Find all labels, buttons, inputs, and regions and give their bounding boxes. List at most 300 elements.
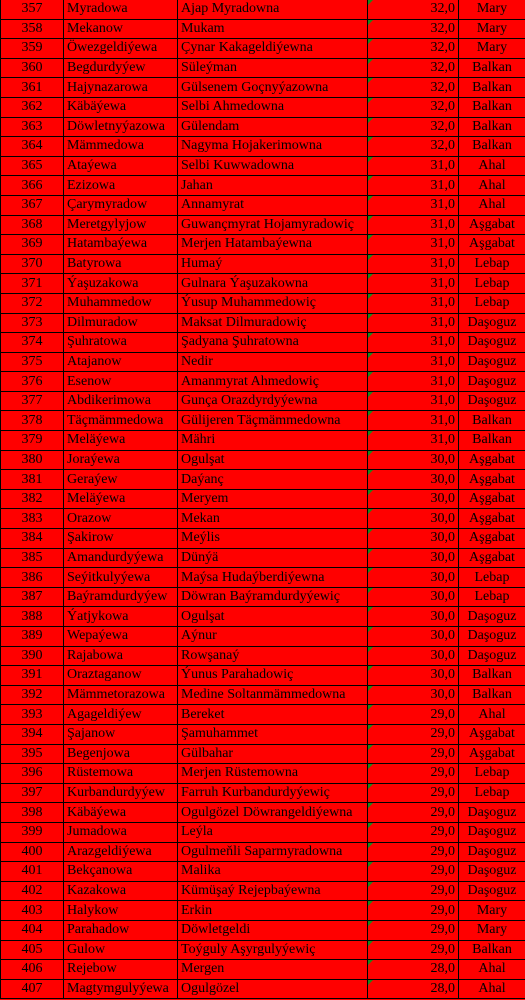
region-cell[interactable]: Balkan: [459, 685, 525, 705]
given-name-cell[interactable]: Gülendam: [178, 117, 368, 137]
region-cell[interactable]: Aşgabat: [459, 724, 525, 744]
given-name-cell[interactable]: Toýguly Aşyrgulyýewiç: [178, 940, 368, 960]
region-cell[interactable]: Aşgabat: [459, 235, 525, 255]
region-cell[interactable]: Balkan: [459, 666, 525, 686]
table-row: [1, 313, 525, 333]
row-number-cell[interactable]: 407: [1, 979, 64, 999]
row-number-cell[interactable]: 361: [1, 78, 64, 98]
row-number-cell[interactable]: 403: [1, 901, 64, 921]
score-cell[interactable]: 30,0: [368, 607, 459, 627]
score-cell[interactable]: 31,0: [368, 352, 459, 372]
given-name-cell[interactable]: Gülijeren Täçmämmedowna: [178, 411, 368, 431]
row-number-cell[interactable]: 399: [1, 822, 64, 842]
table-row: [1, 117, 525, 137]
score-cell[interactable]: 32,0: [368, 117, 459, 137]
given-name-cell[interactable]: Dünýä: [178, 548, 368, 568]
surname-cell[interactable]: Döwletnyýazowa: [64, 117, 178, 137]
row-number-cell[interactable]: 376: [1, 372, 64, 392]
region-cell[interactable]: Daşoguz: [459, 391, 525, 411]
given-name-cell[interactable]: Guwançmyrat Hojamyradowiç: [178, 215, 368, 235]
table-row: [1, 724, 525, 744]
table-row: [1, 646, 525, 666]
region-cell[interactable]: Ahal: [459, 960, 525, 980]
score-cell[interactable]: 32,0: [368, 0, 459, 19]
region-cell[interactable]: Daşoguz: [459, 646, 525, 666]
score-cell[interactable]: 29,0: [368, 862, 459, 882]
surname-cell[interactable]: Kazakowa: [64, 881, 178, 901]
region-cell[interactable]: Lebap: [459, 764, 525, 784]
score-cell[interactable]: 29,0: [368, 744, 459, 764]
given-name-cell[interactable]: Daýanç: [178, 470, 368, 490]
row-number-cell[interactable]: 385: [1, 548, 64, 568]
surname-cell[interactable]: Käbäýewa: [64, 97, 178, 117]
table-row: [1, 587, 525, 607]
region-cell[interactable]: Daşoguz: [459, 607, 525, 627]
region-cell[interactable]: Mary: [459, 0, 525, 19]
score-cell[interactable]: 29,0: [368, 803, 459, 823]
surname-cell[interactable]: Wepaýewa: [64, 627, 178, 647]
region-cell[interactable]: Daşoguz: [459, 313, 525, 333]
region-cell[interactable]: Lebap: [459, 254, 525, 274]
surname-cell[interactable]: Myradowa: [64, 0, 178, 19]
region-cell[interactable]: Aşgabat: [459, 529, 525, 549]
surname-cell[interactable]: Joraýewa: [64, 450, 178, 470]
score-cell[interactable]: 31,0: [368, 293, 459, 313]
table-row: [1, 666, 525, 686]
surname-cell[interactable]: Dilmuradow: [64, 313, 178, 333]
given-name-cell[interactable]: Şamuhammet: [178, 724, 368, 744]
given-name-cell[interactable]: Medine Soltanmämmedowna: [178, 685, 368, 705]
table-row: [1, 901, 525, 921]
surname-cell[interactable]: Şuhratowa: [64, 333, 178, 353]
score-cell[interactable]: 31,0: [368, 372, 459, 392]
table-row: [1, 842, 525, 862]
surname-cell[interactable]: Käbäýewa: [64, 803, 178, 823]
given-name-cell[interactable]: Gülbahar: [178, 744, 368, 764]
given-name-cell[interactable]: Nagyma Hojakerimowna: [178, 137, 368, 157]
table-row: [1, 215, 525, 235]
given-name-cell[interactable]: Selbi Kuwwadowna: [178, 156, 368, 176]
row-number-cell[interactable]: 383: [1, 509, 64, 529]
row-number-cell[interactable]: 379: [1, 431, 64, 451]
surname-cell[interactable]: Ezizowa: [64, 176, 178, 196]
region-cell[interactable]: Daşoguz: [459, 842, 525, 862]
row-number-cell[interactable]: 359: [1, 39, 64, 59]
region-cell[interactable]: Aşgabat: [459, 470, 525, 490]
given-name-cell[interactable]: Gülsenem Goçnyýazowna: [178, 78, 368, 98]
given-name-cell[interactable]: Malika: [178, 862, 368, 882]
row-number-cell[interactable]: 364: [1, 137, 64, 157]
surname-cell[interactable]: Täçmämmedowa: [64, 411, 178, 431]
region-cell[interactable]: Lebap: [459, 568, 525, 588]
table-row: [1, 627, 525, 647]
table-row: [1, 509, 525, 529]
row-number-cell[interactable]: 369: [1, 235, 64, 255]
table-row: [1, 685, 525, 705]
score-cell[interactable]: 31,0: [368, 313, 459, 333]
table-row: [1, 764, 525, 784]
surname-cell[interactable]: Agageldiýew: [64, 705, 178, 725]
table-row: [1, 822, 525, 842]
table-row: [1, 548, 525, 568]
score-cell[interactable]: 31,0: [368, 274, 459, 294]
table-row: [1, 391, 525, 411]
table-row: [1, 881, 525, 901]
row-number-cell[interactable]: 391: [1, 666, 64, 686]
region-cell[interactable]: Aşgabat: [459, 509, 525, 529]
score-cell[interactable]: 29,0: [368, 783, 459, 803]
region-cell[interactable]: Mary: [459, 19, 525, 39]
given-name-cell[interactable]: Merjen Hatambaýewna: [178, 235, 368, 255]
row-number-cell[interactable]: 396: [1, 764, 64, 784]
score-cell[interactable]: 29,0: [368, 724, 459, 744]
row-number-cell[interactable]: 358: [1, 19, 64, 39]
row-number-cell[interactable]: 397: [1, 783, 64, 803]
surname-cell[interactable]: Mämmetorazowa: [64, 685, 178, 705]
region-cell[interactable]: Aşgabat: [459, 489, 525, 509]
row-number-cell[interactable]: 381: [1, 470, 64, 490]
given-name-cell[interactable]: Gulnara Ýaşuzakowna: [178, 274, 368, 294]
table-row: [1, 39, 525, 59]
score-cell[interactable]: 29,0: [368, 940, 459, 960]
score-cell[interactable]: 31,0: [368, 176, 459, 196]
row-number-cell[interactable]: 386: [1, 568, 64, 588]
row-number-cell[interactable]: 406: [1, 960, 64, 980]
surname-cell[interactable]: Batyrowa: [64, 254, 178, 274]
surname-cell[interactable]: Esenow: [64, 372, 178, 392]
surname-cell[interactable]: Muhammedow: [64, 293, 178, 313]
row-number-cell[interactable]: 405: [1, 940, 64, 960]
row-number-cell[interactable]: 357: [1, 0, 64, 19]
surname-cell[interactable]: Begdurdyýew: [64, 58, 178, 78]
surname-cell[interactable]: Ataýewa: [64, 156, 178, 176]
row-number-cell[interactable]: 374: [1, 333, 64, 353]
row-number-cell[interactable]: 393: [1, 705, 64, 725]
given-name-cell[interactable]: Ogulşat: [178, 607, 368, 627]
region-cell[interactable]: Balkan: [459, 117, 525, 137]
region-cell[interactable]: Lebap: [459, 274, 525, 294]
given-name-cell[interactable]: Mukam: [178, 19, 368, 39]
surname-cell[interactable]: Mämmedowa: [64, 137, 178, 157]
region-cell[interactable]: Balkan: [459, 78, 525, 98]
score-cell[interactable]: 31,0: [368, 431, 459, 451]
given-name-cell[interactable]: Gunça Orazdyrdyýewna: [178, 391, 368, 411]
given-name-cell[interactable]: Ajap Myradowna: [178, 0, 368, 19]
score-cell[interactable]: 32,0: [368, 58, 459, 78]
table-row: [1, 450, 525, 470]
results-table-body: [1, 0, 525, 999]
row-number-cell[interactable]: 404: [1, 920, 64, 940]
row-number-cell[interactable]: 368: [1, 215, 64, 235]
row-number-cell[interactable]: 360: [1, 58, 64, 78]
row-number-cell[interactable]: 380: [1, 450, 64, 470]
surname-cell[interactable]: Atajanow: [64, 352, 178, 372]
table-row: [1, 19, 525, 39]
region-cell[interactable]: Lebap: [459, 783, 525, 803]
given-name-cell[interactable]: Ogulmeňli Saparmyradowna: [178, 842, 368, 862]
region-cell[interactable]: Daşoguz: [459, 352, 525, 372]
table-row: [1, 0, 525, 19]
region-cell[interactable]: Lebap: [459, 587, 525, 607]
surname-cell[interactable]: Seýitkulyýewa: [64, 568, 178, 588]
table-row: [1, 372, 525, 392]
table-row: [1, 352, 525, 372]
row-number-cell[interactable]: 400: [1, 842, 64, 862]
given-name-cell[interactable]: Jahan: [178, 176, 368, 196]
region-cell[interactable]: Daşoguz: [459, 372, 525, 392]
row-number-cell[interactable]: 395: [1, 744, 64, 764]
score-cell[interactable]: 28,0: [368, 979, 459, 999]
given-name-cell[interactable]: Mergen: [178, 960, 368, 980]
score-cell[interactable]: 30,0: [368, 646, 459, 666]
table-row: [1, 979, 525, 999]
row-number-cell[interactable]: 375: [1, 352, 64, 372]
row-number-cell[interactable]: 390: [1, 646, 64, 666]
score-cell[interactable]: 29,0: [368, 842, 459, 862]
region-cell[interactable]: Mary: [459, 901, 525, 921]
surname-cell[interactable]: Hatambaýewa: [64, 235, 178, 255]
given-name-cell[interactable]: Ýunus Parahadowiç: [178, 666, 368, 686]
given-name-cell[interactable]: Ogulgözel: [178, 979, 368, 999]
row-number-cell[interactable]: 389: [1, 627, 64, 647]
table-row: [1, 156, 525, 176]
score-cell[interactable]: 29,0: [368, 901, 459, 921]
surname-cell[interactable]: Begenjowa: [64, 744, 178, 764]
surname-cell[interactable]: Meläýewa: [64, 431, 178, 451]
given-name-cell[interactable]: Humaý: [178, 254, 368, 274]
given-name-cell[interactable]: Meryem: [178, 489, 368, 509]
row-number-cell[interactable]: 378: [1, 411, 64, 431]
row-number-cell[interactable]: 394: [1, 724, 64, 744]
given-name-cell[interactable]: Çynar Kakageldiýewna: [178, 39, 368, 59]
surname-cell[interactable]: Ýaşuzakowa: [64, 274, 178, 294]
score-cell[interactable]: 30,0: [368, 568, 459, 588]
score-cell[interactable]: 30,0: [368, 489, 459, 509]
region-cell[interactable]: Ahal: [459, 705, 525, 725]
table-row: [1, 607, 525, 627]
region-cell[interactable]: Ahal: [459, 176, 525, 196]
region-cell[interactable]: Ahal: [459, 156, 525, 176]
given-name-cell[interactable]: Maýsa Hudaýberdiýewna: [178, 568, 368, 588]
score-cell[interactable]: 30,0: [368, 509, 459, 529]
row-number-cell[interactable]: 382: [1, 489, 64, 509]
surname-cell[interactable]: Meretgylyjow: [64, 215, 178, 235]
given-name-cell[interactable]: Farruh Kurbandurdyýewiç: [178, 783, 368, 803]
surname-cell[interactable]: Geraýew: [64, 470, 178, 490]
row-number-cell[interactable]: 370: [1, 254, 64, 274]
table-row: [1, 293, 525, 313]
score-cell[interactable]: 29,0: [368, 822, 459, 842]
surname-cell[interactable]: Mekanow: [64, 19, 178, 39]
score-cell[interactable]: 29,0: [368, 764, 459, 784]
given-name-cell[interactable]: Maksat Dilmuradowiç: [178, 313, 368, 333]
region-cell[interactable]: Ahal: [459, 979, 525, 999]
table-row: [1, 529, 525, 549]
table-row: [1, 803, 525, 823]
score-cell[interactable]: 31,0: [368, 215, 459, 235]
table-row: [1, 137, 525, 157]
region-cell[interactable]: Mary: [459, 920, 525, 940]
score-cell[interactable]: 30,0: [368, 548, 459, 568]
surname-cell[interactable]: Şakirow: [64, 529, 178, 549]
table-row: [1, 568, 525, 588]
given-name-cell[interactable]: Annamyrat: [178, 195, 368, 215]
score-cell[interactable]: 31,0: [368, 333, 459, 353]
surname-cell[interactable]: Rejebow: [64, 960, 178, 980]
region-cell[interactable]: Balkan: [459, 137, 525, 157]
score-cell[interactable]: 31,0: [368, 195, 459, 215]
table-row: [1, 470, 525, 490]
region-cell[interactable]: Daşoguz: [459, 627, 525, 647]
score-cell[interactable]: 32,0: [368, 19, 459, 39]
surname-cell[interactable]: Halykow: [64, 901, 178, 921]
region-cell[interactable]: Daşoguz: [459, 333, 525, 353]
row-number-cell[interactable]: 371: [1, 274, 64, 294]
region-cell[interactable]: Balkan: [459, 97, 525, 117]
region-cell[interactable]: Aşgabat: [459, 450, 525, 470]
given-name-cell[interactable]: Leýla: [178, 822, 368, 842]
row-number-cell[interactable]: 377: [1, 391, 64, 411]
surname-cell[interactable]: Amandurdyýewa: [64, 548, 178, 568]
row-number-cell[interactable]: 373: [1, 313, 64, 333]
table-row: [1, 489, 525, 509]
score-cell[interactable]: 32,0: [368, 97, 459, 117]
given-name-cell[interactable]: Şadyana Şuhratowna: [178, 333, 368, 353]
surname-cell[interactable]: Arazgeldiýewa: [64, 842, 178, 862]
surname-cell[interactable]: Parahadow: [64, 920, 178, 940]
surname-cell[interactable]: Bekçanowa: [64, 862, 178, 882]
row-number-cell[interactable]: 398: [1, 803, 64, 823]
table-row: [1, 97, 525, 117]
table-row: [1, 783, 525, 803]
score-cell[interactable]: 32,0: [368, 137, 459, 157]
region-cell[interactable]: Daşoguz: [459, 822, 525, 842]
given-name-cell[interactable]: Nedir: [178, 352, 368, 372]
surname-cell[interactable]: Çarymyradow: [64, 195, 178, 215]
surname-cell[interactable]: Hajynazarowa: [64, 78, 178, 98]
table-row: [1, 58, 525, 78]
given-name-cell[interactable]: Döwran Baýramdurdyýewiç: [178, 587, 368, 607]
score-cell[interactable]: 31,0: [368, 411, 459, 431]
surname-cell[interactable]: Rüstemowa: [64, 764, 178, 784]
surname-cell[interactable]: Ýatjykowa: [64, 607, 178, 627]
region-cell[interactable]: Balkan: [459, 58, 525, 78]
surname-cell[interactable]: Abdikerimowa: [64, 391, 178, 411]
score-cell[interactable]: 30,0: [368, 450, 459, 470]
score-cell[interactable]: 30,0: [368, 587, 459, 607]
surname-cell[interactable]: Öwezgeldiýewa: [64, 39, 178, 59]
row-number-cell[interactable]: 387: [1, 587, 64, 607]
table-row: [1, 176, 525, 196]
given-name-cell[interactable]: Rowşanaý: [178, 646, 368, 666]
given-name-cell[interactable]: Aýnur: [178, 627, 368, 647]
row-number-cell[interactable]: 362: [1, 97, 64, 117]
score-cell[interactable]: 28,0: [368, 960, 459, 980]
given-name-cell[interactable]: Amanmyrat Ahmedowiç: [178, 372, 368, 392]
given-name-cell[interactable]: Kümüşaý Rejepbaýewna: [178, 881, 368, 901]
row-number-cell[interactable]: 363: [1, 117, 64, 137]
given-name-cell[interactable]: Erkin: [178, 901, 368, 921]
score-cell[interactable]: 29,0: [368, 920, 459, 940]
table-row: [1, 960, 525, 980]
given-name-cell[interactable]: Döwletgeldi: [178, 920, 368, 940]
region-cell[interactable]: Daşoguz: [459, 803, 525, 823]
surname-cell[interactable]: Oraztaganow: [64, 666, 178, 686]
given-name-cell[interactable]: Ogulgözel Döwrangeldiýewna: [178, 803, 368, 823]
region-cell[interactable]: Balkan: [459, 411, 525, 431]
score-cell[interactable]: 29,0: [368, 705, 459, 725]
score-cell[interactable]: 29,0: [368, 881, 459, 901]
score-cell[interactable]: 31,0: [368, 391, 459, 411]
surname-cell[interactable]: Meläýewa: [64, 489, 178, 509]
surname-cell[interactable]: Gulow: [64, 940, 178, 960]
region-cell[interactable]: Lebap: [459, 293, 525, 313]
surname-cell[interactable]: Kurbandurdyýew: [64, 783, 178, 803]
surname-cell[interactable]: Şajanow: [64, 724, 178, 744]
table-row: [1, 235, 525, 255]
given-name-cell[interactable]: Süleýman: [178, 58, 368, 78]
given-name-cell[interactable]: Bereket: [178, 705, 368, 725]
surname-cell[interactable]: Baýramdurdyýew: [64, 587, 178, 607]
region-cell[interactable]: Balkan: [459, 431, 525, 451]
score-cell[interactable]: 31,0: [368, 254, 459, 274]
given-name-cell[interactable]: Mekan: [178, 509, 368, 529]
region-cell[interactable]: Balkan: [459, 940, 525, 960]
score-cell[interactable]: 31,0: [368, 235, 459, 255]
region-cell[interactable]: Daşoguz: [459, 881, 525, 901]
region-cell[interactable]: Mary: [459, 39, 525, 59]
row-number-cell[interactable]: 367: [1, 195, 64, 215]
row-number-cell[interactable]: 366: [1, 176, 64, 196]
table-row: [1, 862, 525, 882]
row-number-cell[interactable]: 402: [1, 881, 64, 901]
score-cell[interactable]: 30,0: [368, 529, 459, 549]
given-name-cell[interactable]: Ýusup Muhammedowiç: [178, 293, 368, 313]
region-cell[interactable]: Aşgabat: [459, 744, 525, 764]
table-row: [1, 920, 525, 940]
row-number-cell[interactable]: 401: [1, 862, 64, 882]
surname-cell[interactable]: Orazow: [64, 509, 178, 529]
given-name-cell[interactable]: Meýlis: [178, 529, 368, 549]
given-name-cell[interactable]: Merjen Rüstemowna: [178, 764, 368, 784]
given-name-cell[interactable]: Selbi Ahmedowna: [178, 97, 368, 117]
score-cell[interactable]: 32,0: [368, 78, 459, 98]
row-number-cell[interactable]: 365: [1, 156, 64, 176]
row-number-cell[interactable]: 372: [1, 293, 64, 313]
score-cell[interactable]: 30,0: [368, 666, 459, 686]
region-cell[interactable]: Ahal: [459, 195, 525, 215]
region-cell[interactable]: Aşgabat: [459, 215, 525, 235]
surname-cell[interactable]: Rajabowa: [64, 646, 178, 666]
table-row: [1, 744, 525, 764]
score-cell[interactable]: 31,0: [368, 156, 459, 176]
table-row: [1, 333, 525, 353]
row-number-cell[interactable]: 388: [1, 607, 64, 627]
given-name-cell[interactable]: Mähri: [178, 431, 368, 451]
table-row: [1, 78, 525, 98]
given-name-cell[interactable]: Ogulşat: [178, 450, 368, 470]
row-number-cell[interactable]: 384: [1, 529, 64, 549]
score-cell[interactable]: 32,0: [368, 39, 459, 59]
score-cell[interactable]: 30,0: [368, 470, 459, 490]
score-cell[interactable]: 30,0: [368, 627, 459, 647]
score-cell[interactable]: 30,0: [368, 685, 459, 705]
region-cell[interactable]: Daşoguz: [459, 862, 525, 882]
region-cell[interactable]: Aşgabat: [459, 548, 525, 568]
row-number-cell[interactable]: 392: [1, 685, 64, 705]
surname-cell[interactable]: Jumadowa: [64, 822, 178, 842]
surname-cell[interactable]: Magtymgulyýewa: [64, 979, 178, 999]
